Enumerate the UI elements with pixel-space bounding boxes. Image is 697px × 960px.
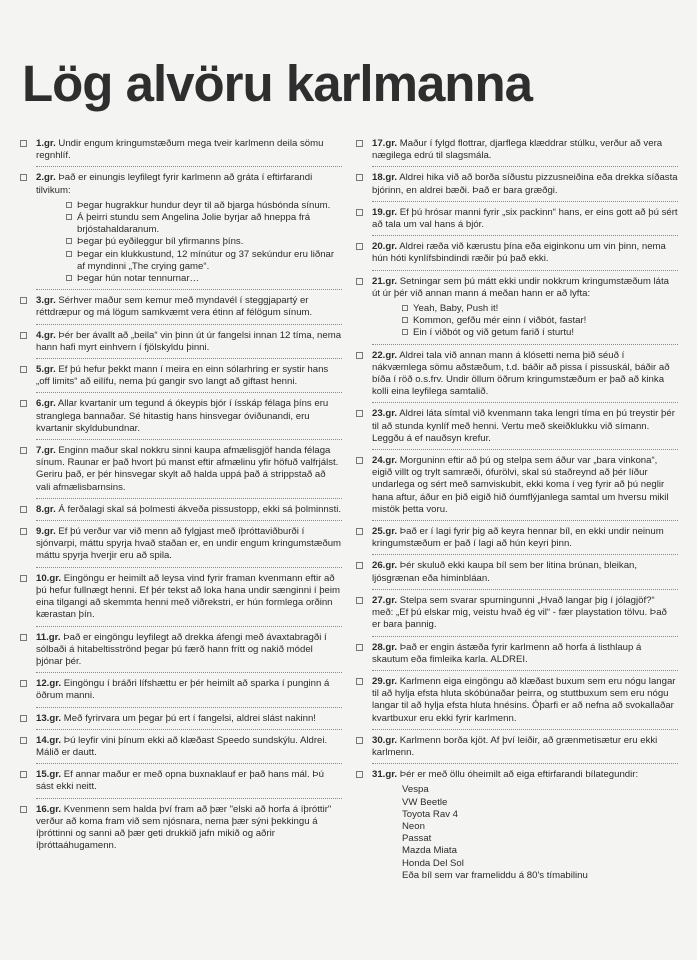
rule-text: Það er eingöngu leyfilegt að drekka áfengi með ávaxtabragði í sólbaði á hitabeltisströnd þegar þú færð hann frítt og nakið módel þjónar þér. [36,631,327,667]
banned-cars-list [390,784,678,882]
rule-text: Undir engum kringumstæðum mega tveir karlmenn deila sömu regnhlíf. [36,138,324,162]
checkbox-icon [20,506,27,513]
divider [36,567,342,569]
checkbox-icon [20,680,27,687]
rule-28 [356,642,678,666]
rule-25 [356,526,678,550]
list-item: Passat [402,833,432,845]
rule-number: 23.gr. [372,408,398,420]
rule-text: Aldrei hika við að borða síðustu pizzusneiðina eða drekka síðasta bjórinn, en aldrei bæði. Það er bara græðgi. [372,172,678,196]
divider [36,798,342,800]
rule-31 [356,769,678,781]
rule-number: 21.gr. [372,275,398,287]
divider [36,729,342,731]
divider [372,729,678,731]
rule-26 [356,560,678,584]
rule-number: 14.gr. [36,734,62,746]
rule-text: Aldrei ræða við kærustu þína eða eiginkonu um vin þinn, nema hún hóti kynlífsbindindi ræðir þú það ekki. [372,241,666,265]
rule-text: Ef þú hefur þekkt mann í meira en einn sólarhring er systir hans „off limits“ að eilífu, nema þú gangir svo langt að giftast henni. [36,364,329,388]
rule-17 [356,138,678,162]
checkbox-icon [356,644,363,651]
checkbox-icon [66,275,72,281]
rule-number: 5.gr. [36,364,56,376]
rule-21 [356,276,678,300]
checkbox-icon [20,806,27,813]
divider [372,520,678,522]
rule-text: Karlmenn borða kjöt. Af því leiðir, að grænmetisætur eru ekki karlmenn. [372,734,658,758]
checkbox-icon [20,332,27,339]
rule-13 [20,713,342,725]
rule-12 [20,678,342,702]
rule-number: 9.gr. [36,526,56,538]
divider [36,166,342,168]
rule-8 [20,504,342,516]
rule-text: Það er einungis leyfilegt fyrir karlmenn að gráta í eftirfarandi tilvikum: [36,172,313,196]
checkbox-icon [356,209,363,216]
list-item: Mazda Miata [402,845,457,857]
checkbox-icon [20,447,27,454]
divider [36,626,342,628]
rule-number: 15.gr. [36,769,62,781]
rule-number: 20.gr. [372,241,398,253]
list-item: Eða bíl sem var frameliddu á 80's tímabilinu [402,869,588,881]
checkbox-icon [356,243,363,250]
checkbox-icon [20,737,27,744]
divider [36,672,342,674]
rule-number: 3.gr. [36,295,56,307]
rule-30 [356,735,678,759]
divider [36,520,342,522]
checkbox-icon [66,238,72,244]
list-item: Vespa [402,784,429,796]
rule-text: Aldrei tala við annan mann á klósetti nema þið séuð í nákvæmlega sömu aðstæðum, t.d. báðir að pissa í pissuskál, báðir að bíða í röð o.s.frv. Undir öllum öðrum kringumstæðum er það að kinka kolli eina leyfilega samtalið. [372,349,670,398]
list-item: Þegar hún notar tennurnar… [66,273,342,285]
rule-number: 12.gr. [36,678,62,690]
checkbox-icon [66,214,72,220]
rule-text: Með fyrirvara um þegar þú ert í fangelsi, aldrei slást nakinn! [63,712,316,724]
checkbox-icon [402,317,408,323]
list-item: Þegar hugrakkur hundur deyr til að bjarga húsbónda sínum. [66,200,342,212]
list-item: Á þeirri stundu sem Angelina Jolie byrjar að hneppa frá brjóstahaldaranum. [66,212,342,236]
rule-23 [356,408,678,445]
rule-5 [20,364,342,388]
divider [36,439,342,441]
checkbox-icon [20,528,27,535]
checkbox-icon [20,400,27,407]
rule-text: Morguninn eftir að þú og stelpa sem áður var „bara vinkona“, eigið villt og trylt samræði, ófurölvi, skal sú staðreynd að þér líður undarlega og sért með samviskubit, ekki koma í veg fyrir að þú neglir hana aftur, áður en þið eigið hið óumflýjanlega samtal um hversu mikil mistök þetta voru. [372,455,669,515]
checkbox-icon [356,771,363,778]
rule-6 [20,398,342,435]
divider [372,344,678,346]
rule-20 [356,241,678,265]
checkbox-icon [20,174,27,181]
divider [372,402,678,404]
rule-10 [20,573,342,622]
list-item: Kommon, gefðu mér einn í viðbót, fastar! [402,315,678,327]
rule-text: Á ferðalagi skal sá þolmesti ákveða pissustopp, ekki sá þolminnsti. [58,503,342,515]
rule-text: Aldrei láta símtal við kvenmann taka lengri tíma en þú treystir þér til að stunda kynlíf með henni. Vertu með skeiðklukku við símann. Leggðu á ef nauðsyn krefur. [372,408,675,444]
checkbox-icon [20,771,27,778]
rule-text: Þér er með öllu óheimilt að eiga eftirfarandi bílategundir: [399,769,639,781]
rule-27 [356,595,678,632]
checkbox-icon [20,715,27,722]
rule-text: Sérhver maður sem kemur með myndavél í steggjapartý er réttdræpur og má lögum samkvæmt vera étinn af félögum sínum. [36,295,313,319]
rule-18 [356,172,678,196]
checkbox-icon [356,278,363,285]
rule-2 [20,172,342,196]
divider [372,763,678,765]
rule-number: 31.gr. [372,769,398,781]
rule-3 [20,295,342,319]
rule-text: Ef þú hrósar manni fyrir „six packinn“ hans, er eins gott að þú sért að tala um val hans á bjór. [372,206,678,231]
checkbox-icon [356,457,363,464]
rule-number: 24.gr. [372,455,398,467]
list-item: Ein í viðbót og við getum farið í sturtu! [402,327,678,339]
crying-cases-list [66,200,342,285]
checkbox-icon [356,410,363,417]
list-item: Yeah, Baby, Push it! [402,303,678,315]
rule-text: Stelpa sem svarar spurningunni „Hvað langar þig í jólagjöf?“ með: „Ef þú elskar mig, veistu hvað ég vil“ - fær playstation tölvu. Það er bara þannig. [372,594,667,631]
checkbox-icon [20,140,27,147]
checkbox-icon [356,174,363,181]
rule-number: 25.gr. [372,526,398,538]
checkbox-icon [66,202,72,208]
rule-text: Allar kvartanir um tegund á ókeypis bjór í ísskáp félaga þíns eru stranglega bannaðar. Sé hitastig hans hinsvegar óviðunandi, eru kvartanir skyldubundnar. [36,398,329,434]
rule-number: 29.gr. [372,675,398,687]
rule-number: 10.gr. [36,572,62,584]
divider [372,554,678,556]
divider [372,270,678,272]
checkbox-icon [402,329,408,335]
rule-text: Ef annar maður er með opna buxnaklauf er það hans mál. Þú sást ekki neitt. [36,769,325,793]
rule-11 [20,632,342,669]
rule-15 [20,769,342,793]
rule-number: 4.gr. [36,329,56,341]
rule-number: 6.gr. [36,398,56,410]
list-item: Þegar þú eyðileggur bíl yfirmanns þíns. [66,236,342,248]
divider [36,707,342,709]
lifting-phrases-list [402,303,678,340]
divider [36,289,342,291]
rule-number: 26.gr. [372,560,398,572]
rule-text: Kvenmenn sem halda því fram að þær "elski að horfa á íþróttir" verður að koma fram við sem njósnara, nema þær sýni þekkingu á íþróttinni og sanni að þær geti drukkið jafn mikið og aðrir íþróttaáhugamenn. [36,803,332,852]
rule-number: 13.gr. [36,712,62,724]
divider [372,449,678,451]
divider [372,670,678,672]
rule-number: 8.gr. [36,503,56,515]
rule-number: 30.gr. [372,734,398,746]
rule-4 [20,330,342,354]
rule-29 [356,676,678,725]
rule-text: Þú leyfir vini þínum ekki að klæðast Speedo sundskýlu. Aldrei. Málið er dautt. [36,734,328,758]
rule-text: Það er engin ástæða fyrir karlmenn að horfa á listhlaup á skautum eða fimleika karla. ALDREI. [372,641,642,665]
rule-text: Eingöngu í bráðri lífshættu er þér heimilt að sparka í punginn á öðrum manni. [36,678,330,702]
rule-7 [20,445,342,494]
checkbox-icon [356,678,363,685]
rule-number: 17.gr. [372,138,398,149]
checkbox-icon [356,352,363,359]
rule-text: Eingöngu er heimilt að leysa vind fyrir framan kvenmann eftir að þú hefur fullnægt henni. Ef þér tekst að loka hana undir sænginni í þeim eina tilgangi að skemmta henni með viðrekstri, er hún formlega orðinn kærastan þín. [36,572,340,621]
divider [36,392,342,394]
rule-text: Karlmenn eiga eingöngu að klæðast buxum sem eru nógu langar til að hylja efsta hluta skóbúnaðar þeirra, og stuttbuxum sem eru nógu langar til að hylja efsta hluta hnésins. Óþarfi er að nefna að svokallaðar kvartbuxur eru ekki fyrir karlmenn. [372,675,676,724]
divider [36,324,342,326]
rule-text: Þér ber ávallt að „beila“ vin þinn út úr fangelsi innan 12 tíma, nema hann hafi myrt einhvern í fjölskyldu þinni. [36,329,342,353]
page-title: Lög alvöru karlmanna [22,55,532,112]
checkbox-icon [356,597,363,604]
divider [372,636,678,638]
checkbox-icon [20,575,27,582]
rule-14 [20,735,342,759]
checkbox-icon [20,297,27,304]
divider [36,763,342,765]
rule-number: 18.gr. [372,172,398,184]
divider [36,358,342,360]
rule-text: Enginn maður skal nokkru sinni kaupa afmælisgjöf handa félaga sínum. Raunar er það hvort þú manst eftir afmælinu yfir höfuð valfrjálst. Geriru það, er þér hinsvegar skylt að halda uppá það á strippstað að vali afmælisbarnsins. [36,445,339,493]
list-item: VW Beetle [402,796,448,808]
rule-number: 28.gr. [372,641,398,653]
rule-number: 19.gr. [372,206,398,218]
rule-number: 27.gr. [372,594,398,606]
rule-number: 22.gr. [372,349,398,361]
rule-text: Maður í fylgd flottrar, djarflega klæddrar stúlku, verður að vera nægilega edrú til slagsmála. [372,138,663,162]
rule-19 [356,207,678,231]
divider [372,166,678,168]
list-item: Honda Del Sol [402,857,464,869]
divider [372,201,678,203]
checkbox-icon [356,562,363,569]
rule-number: 7.gr. [36,445,56,457]
rule-text: Það er í lagi fyrir þig að keyra hennar bíl, en ekki undir neinum kringumstæðum er það í lagi að hún keyri þinn. [372,526,664,550]
divider [372,235,678,237]
rule-text: Ef þú verður var við menn að fylgjast með íþróttaviðburði í sjónvarpi, máttu spyrja hvað staðan er, en undir engum kringumstæðum máttu spyrja hverjir eru að spila. [36,526,342,562]
rule-number: 11.gr. [36,631,61,643]
checkbox-icon [66,251,72,257]
rule-9 [20,526,342,563]
left-column [20,138,342,852]
checkbox-icon [20,366,27,373]
rule-16 [20,804,342,853]
right-column [356,138,678,882]
checkbox-icon [356,528,363,535]
rule-text: Setningar sem þú mátt ekki undir nokkrum kringumstæðum láta út úr þér við annan mann á meðan hann er að lyfta: [372,275,670,299]
rule-number: 16.gr. [36,803,62,815]
rule-number: 1.gr. [36,138,56,149]
rule-22 [356,350,678,399]
list-item: Toyota Rav 4 [402,808,458,820]
divider [36,498,342,500]
list-item: Þegar ein klukkustund, 12 mínútur og 37 sekúndur eru liðnar af myndinni „The crying game“. [66,249,342,273]
rule-number: 2.gr. [36,172,56,184]
checkbox-icon [356,140,363,147]
checkbox-icon [402,305,408,311]
list-item: Neon [402,820,425,832]
checkbox-icon [20,634,27,641]
rule-text: Þér skuluð ekki kaupa bíl sem ber litina brúnan, bleikan, ljósgrænan eða himinbláan. [372,560,638,584]
rule-24 [356,455,678,516]
checkbox-icon [356,737,363,744]
rule-1 [20,138,342,162]
divider [372,589,678,591]
